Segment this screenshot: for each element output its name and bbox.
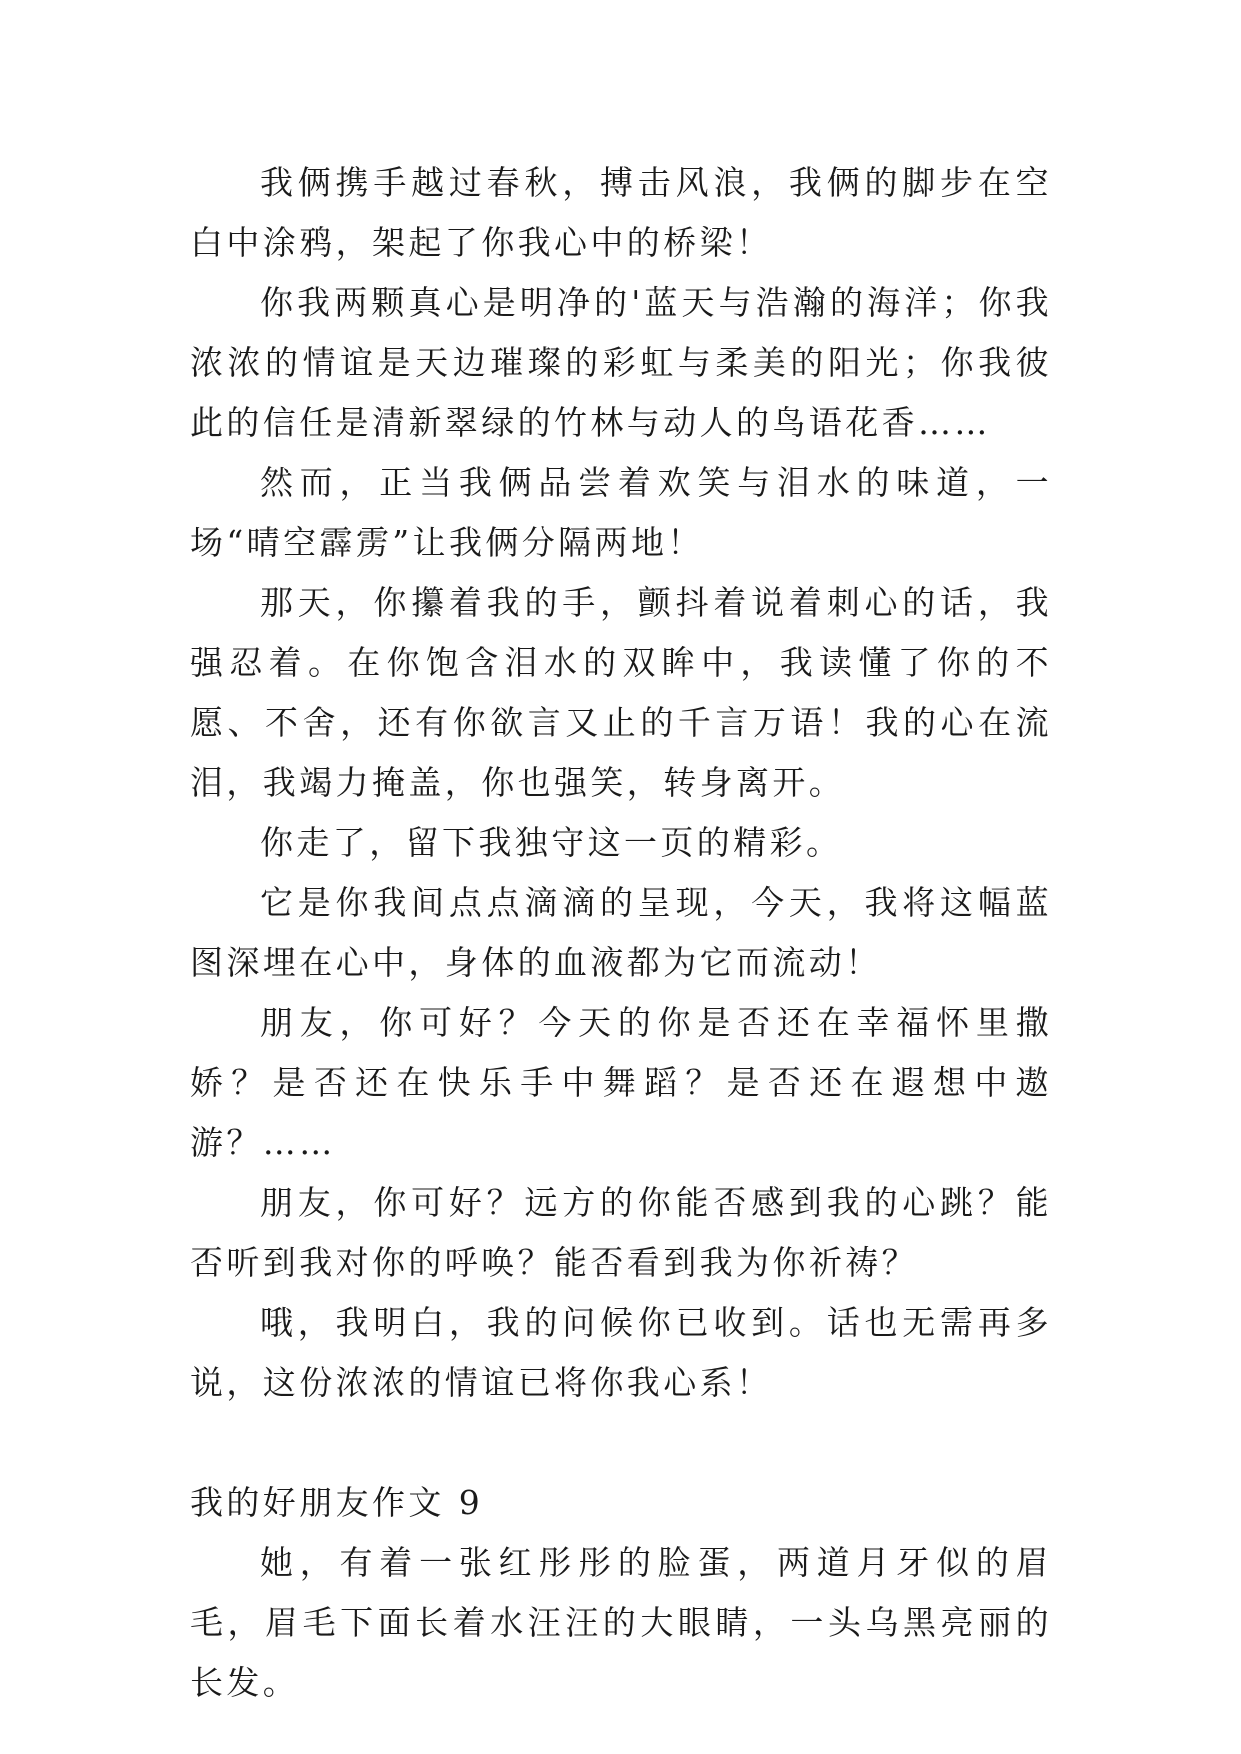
paragraph: 朋友，你可好？今天的你是否还在幸福怀里撒娇？是否还在快乐手中舞蹈？是否还在遐想中遨游？…… [190,1003,1052,1162]
paragraph: 那天，你攥着我的手，颤抖着说着刺心的话，我强忍着。在你饱含泪水的双眸中，我读懂了你的不愿、不舍，还有你欲言又止的千言万语！我的心在流泪，我竭力掩盖，你也强笑，转身离开。 [190,583,1052,802]
paragraph: 她，有着一张红彤彤的脸蛋，两道月牙似的眉毛，眉毛下面长着水汪汪的大眼睛，一头乌黑亮丽的长发。 [190,1543,1052,1702]
paragraph: 我俩携手越过春秋，搏击风浪，我俩的脚步在空白中涂鸦，架起了你我心中的桥梁！ [190,163,1052,262]
paragraph: 哦，我明白，我的问候你已收到。话也无需再多说，这份浓浓的情谊已将你我心系！ [190,1303,1052,1402]
paragraph: 你我两颗真心是明净的'蓝天与浩瀚的海洋；你我浓浓的情谊是天边璀璨的彩虹与柔美的阳光；你我彼此的信任是清新翠绿的竹林与动人的鸟语花香…… [190,283,1052,442]
paragraph: 它是你我间点点滴滴的呈现，今天，我将这幅蓝图深埋在心中，身体的血液都为它而流动！ [190,883,1052,982]
paragraph: 朋友，你可好？远方的你能否感到我的心跳？能否听到我对你的呼唤？能否看到我为你祈祷？ [190,1183,1052,1282]
paragraph: 你走了，留下我独守这一页的精彩。 [260,823,843,862]
document-body [190,153,1052,1713]
section-title: 我的好朋友作文 9 [190,1483,484,1522]
paragraph: 然而，正当我俩品尝着欢笑与泪水的味道，一场“晴空霹雳”让我俩分隔两地！ [190,463,1052,562]
